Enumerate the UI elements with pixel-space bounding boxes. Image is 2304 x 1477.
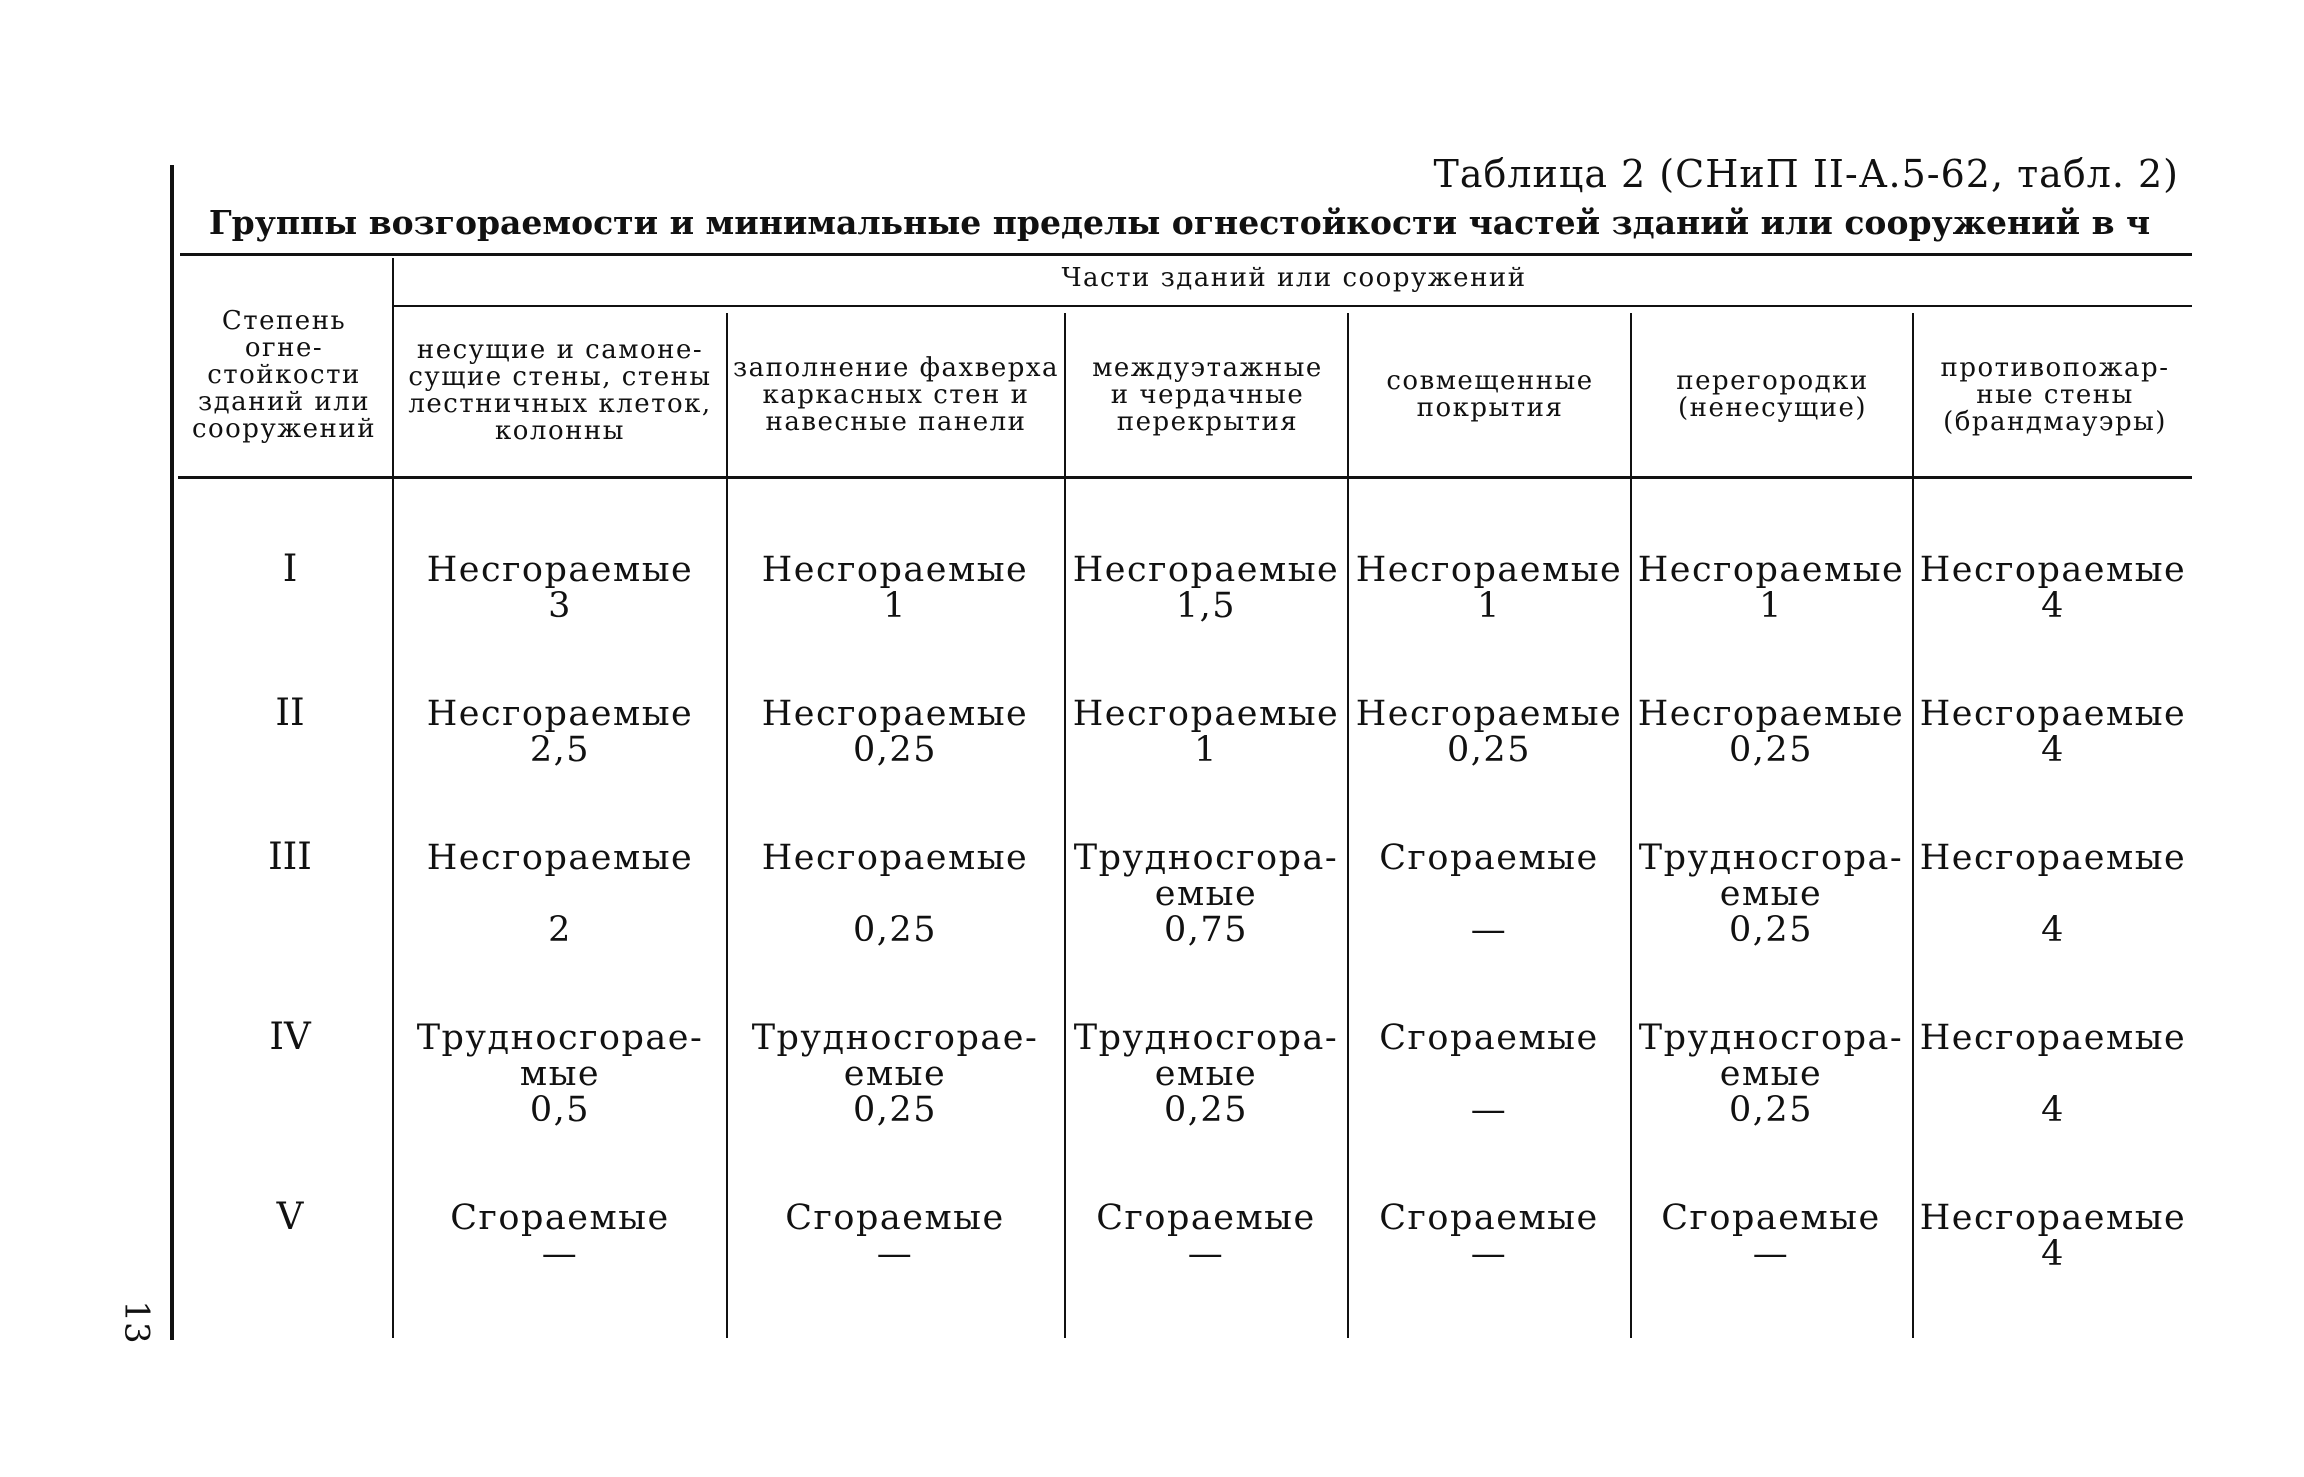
column-rule [1912,313,1914,1338]
cell-material: Несгораемые [1919,1018,2187,1058]
cell-material: Сгораемые [785,1198,1005,1238]
cell-material: мые [519,1054,601,1094]
column-header: противопожар-ные стены (брандмауэры) [1940,353,2170,437]
row-degree-label: III [268,835,312,878]
cell-material: Несгораемые [1919,550,2187,590]
cell-material: Несгораемые [1072,694,1340,734]
cell-fire-limit: 4 [2041,1234,2065,1274]
margin-rule [170,165,174,1340]
cell-fire-limit: — [876,1234,914,1274]
cell-fire-limit: 0,25 [1447,730,1531,770]
cell-material: емые [1154,1054,1258,1094]
row-degree-label: IV [269,1015,311,1058]
cell-material: Трудносгора- [1638,838,1904,878]
cell-material: Несгораемые [426,694,694,734]
cell-material: Трудносгорае- [416,1018,704,1058]
cell-fire-limit: 0,25 [853,910,937,950]
cell-material: Несгораемые [761,694,1029,734]
cell-fire-limit: 2 [548,910,572,950]
cell-fire-limit: 0,75 [1164,910,1248,950]
cell-fire-limit: 0,25 [1164,1090,1248,1130]
table-top-rule [180,253,2192,256]
cell-material: Сгораемые [1379,1198,1599,1238]
column-header: несущие и самоне-сущие стены, стены лестничных клеток, колонны [408,335,712,446]
cell-fire-limit: 4 [2041,586,2065,626]
cell-fire-limit: — [541,1234,579,1274]
column-rule [1630,313,1632,1338]
cell-material: Трудносгора- [1638,1018,1904,1058]
cell-material: Несгораемые [1637,694,1905,734]
cell-material: Трудносгора- [1073,838,1339,878]
cell-fire-limit: 1 [883,586,907,626]
cell-material: емые [843,1054,947,1094]
cell-fire-limit: 0,25 [1729,1090,1813,1130]
column-header: заполнение фахверха каркасных стен и навесные панели [732,353,1060,437]
column-rule [1064,313,1066,1338]
cell-fire-limit: 1 [1759,586,1783,626]
column-rule [392,258,394,1338]
cell-material: Несгораемые [761,550,1029,590]
cell-fire-limit: 3 [548,586,572,626]
cell-material: Несгораемые [1355,694,1623,734]
table-caption: Таблица 2 (СНиП II-А.5-62, табл. 2) [1433,152,2179,196]
cell-fire-limit: 0,25 [853,1090,937,1130]
cell-material: Несгораемые [1072,550,1340,590]
cell-fire-limit: — [1752,1234,1790,1274]
group-header-rule [392,305,2192,307]
row-degree-label: I [282,547,298,590]
cell-fire-limit: 4 [2041,730,2065,770]
cell-fire-limit: 1,5 [1175,586,1237,626]
cell-fire-limit: 0,25 [853,730,937,770]
header-bottom-rule [178,476,2192,479]
column-header: перегородки (ненесущие) [1676,366,1869,423]
cell-material: Несгораемые [1637,550,1905,590]
cell-material: емые [1719,1054,1823,1094]
cell-material: емые [1154,874,1258,914]
cell-fire-limit: 1 [1477,586,1501,626]
cell-material: Несгораемые [426,550,694,590]
cell-fire-limit: — [1470,1234,1508,1274]
column-rule [1347,313,1349,1338]
cell-fire-limit: — [1470,1090,1508,1130]
cell-material: Сгораемые [1379,838,1599,878]
cell-material: Несгораемые [1355,550,1623,590]
row-degree-label: V [276,1195,304,1238]
cell-material: емые [1719,874,1823,914]
row-degree-label: II [275,691,305,734]
cell-material: Сгораемые [1379,1018,1599,1058]
cell-material: Несгораемые [1919,1198,2187,1238]
column-header: междуэтажные и чердачные перекрытия [1092,353,1323,437]
cell-fire-limit: 4 [2041,1090,2065,1130]
cell-fire-limit: 0,25 [1729,730,1813,770]
table-title: Группы возгораемости и минимальные пределы огнестойкости частей зданий или сооружений в ч [208,203,2151,242]
corner-header: Степень огне-стойкости зданий или сооружений [191,306,377,444]
cell-material: Трудносгора- [1073,1018,1339,1058]
cell-fire-limit: — [1470,910,1508,950]
cell-fire-limit: 0,25 [1729,910,1813,950]
cell-fire-limit: 1 [1194,730,1218,770]
cell-fire-limit: 4 [2041,910,2065,950]
cell-material: Несгораемые [426,838,694,878]
cell-fire-limit: 2,5 [529,730,591,770]
cell-fire-limit: — [1187,1234,1225,1274]
cell-material: Сгораемые [1096,1198,1316,1238]
cell-material: Сгораемые [450,1198,670,1238]
cell-fire-limit: 0,5 [529,1090,591,1130]
cell-material: Несгораемые [1919,694,2187,734]
cell-material: Несгораемые [761,838,1029,878]
column-rule [726,313,728,1338]
page-number: 13 [116,1300,157,1344]
column-header: совмещенные покрытия [1386,366,1594,423]
cell-material: Сгораемые [1661,1198,1881,1238]
cell-material: Несгораемые [1919,838,2187,878]
cell-material: Трудносгорае- [751,1018,1039,1058]
group-header: Части зданий или сооружений [1061,263,1527,293]
